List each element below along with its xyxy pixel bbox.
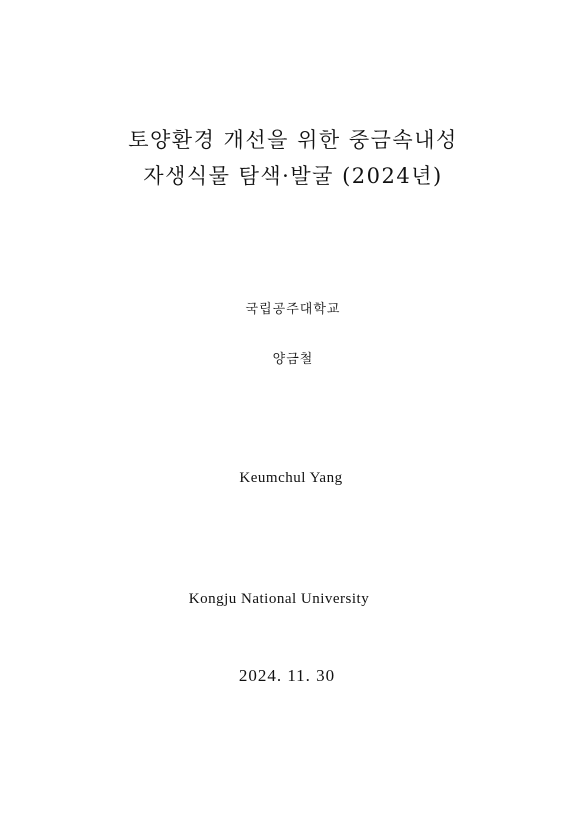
institution-english: Kongju National University	[188, 591, 370, 607]
author-korean: 양금철	[272, 352, 314, 367]
report-date: 2024. 11. 30	[238, 666, 336, 685]
institution-korean: 국립공주대학교	[245, 302, 341, 317]
report-title-line-2: 자생식물 탐색·발굴 (2024년)	[143, 164, 443, 188]
author-english: Keumchul Yang	[239, 470, 343, 486]
report-title-line-1: 토양환경 개선을 위한 중금속내성	[128, 128, 458, 152]
